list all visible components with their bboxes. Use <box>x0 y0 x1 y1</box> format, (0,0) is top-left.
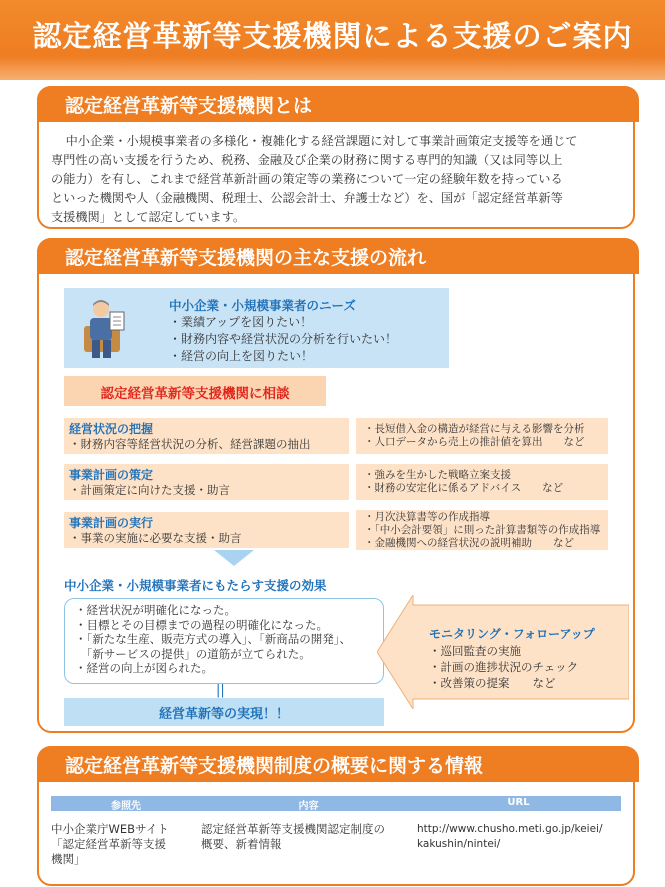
step-left <box>64 464 349 500</box>
flow-section-title: 認定経営革新等支援機関の主な支援の流れ <box>65 247 427 269</box>
url-line: http://www.chusho.meti.go.jp/keiei/ <box>417 823 603 835</box>
monitoring-item: ・改善策の提案 など <box>429 676 556 690</box>
content-line: 認定経営革新等支援機関認定制度の <box>201 822 385 836</box>
flow-section <box>37 238 635 733</box>
step-detail: ・「中小会計要領」に則った計算書類等の作成指導 <box>364 524 601 536</box>
step-detail: ・月次決算書等の作成指導 <box>364 511 490 523</box>
step-planning <box>64 464 608 500</box>
effect-box <box>64 598 384 684</box>
step-desc: ・計画策定に向けた支援・助言 <box>69 483 230 497</box>
monitoring-item: ・計画の進捗状況のチェック <box>429 660 579 674</box>
effect-item: ・目標とその目標までの過程の明確化になった。 <box>75 617 328 632</box>
result-box <box>64 698 384 726</box>
effect-item: 「新サービスの提供」の道筋が立てられた。 <box>75 646 311 661</box>
info-content-cell <box>201 822 385 852</box>
step-details <box>356 510 608 550</box>
step-detail: ・人口データから売上の推計値を算出 など <box>364 436 585 448</box>
content-line: 概要、新着情報 <box>201 837 282 851</box>
info-section-header <box>37 746 639 782</box>
header-banner <box>0 0 665 80</box>
effect-item: ・「新たな生産、販売方式の導入」、「新商品の開発」、 <box>75 632 351 646</box>
effect-list <box>75 603 351 676</box>
needs-box <box>64 288 449 368</box>
info-url-link[interactable] <box>417 822 603 852</box>
step-detail: ・財務の安定化に係るアドバイス など <box>364 482 564 494</box>
step-detail: ・金融機関への経営状況の説明補助 など <box>364 537 574 549</box>
step-detail-lines <box>364 469 563 495</box>
business-person-icon <box>76 296 128 362</box>
consult-text: 認定経営革新等支援機関に相談 <box>100 386 290 402</box>
step-details <box>356 464 608 500</box>
about-line: といった機関や人（金融機関、税理士、公認会計士、弁護士など）を、国が「認定経営革新等 <box>51 191 563 205</box>
about-section-header <box>37 86 639 122</box>
step-detail-lines <box>364 511 600 550</box>
needs-item: ・業績アップを図りたい！ <box>169 315 313 329</box>
equals-sign: || <box>216 683 225 698</box>
step-desc: ・事業の実施に必要な支援・助言 <box>69 531 242 545</box>
down-arrow-icon <box>214 550 254 566</box>
step-detail: ・強みを生かした戦略立案支援 <box>364 469 511 481</box>
about-body <box>51 132 625 227</box>
effect-item: ・経営状況が明確化になった。 <box>75 603 236 617</box>
about-line: 中小企業・小規模事業者の多様化・複雑化する経営課題に対して事業計画策定支援等を通じて <box>65 134 578 148</box>
result-text: 経営革新等の実現！！ <box>158 707 289 722</box>
step-left <box>64 512 349 548</box>
monitoring-item: ・巡回監査の実施 <box>429 644 521 658</box>
effect-item: ・経営の向上が図られた。 <box>75 661 213 675</box>
about-line: 専門性の高い支援を行うため、税務、金融及び企業の財務に関する専門的知識（又は同等以上 <box>51 153 563 167</box>
info-table-header <box>51 796 621 811</box>
needs-title: 中小企業・小規模事業者のニーズ <box>169 298 356 313</box>
about-line: の能力）を有し、これまで経営革新計画の策定等の業務について一定の経験年数を持っている <box>51 172 563 186</box>
step-title: 事業計画の策定 <box>69 468 154 482</box>
monitoring-list <box>429 643 578 691</box>
needs-item: ・財務内容や経営状況の分析を行いたい！ <box>169 332 398 346</box>
page-title: 認定経営革新等支援機関による支援のご案内 <box>32 19 633 53</box>
step-details <box>356 418 608 454</box>
about-section-title: 認定経営革新等支援機関とは <box>65 95 313 117</box>
consult-box <box>64 376 326 406</box>
step-execution <box>64 510 608 549</box>
source-line: 機関」 <box>51 852 86 866</box>
step-detail-lines <box>364 423 585 449</box>
step-desc: ・財務内容等経営状況の分析、経営課題の抽出 <box>69 437 311 451</box>
info-section <box>37 746 635 886</box>
effect-title: 中小企業・小規模事業者にもたらす支援の効果 <box>64 578 327 593</box>
about-section <box>37 86 635 229</box>
step-title: 事業計画の実行 <box>69 516 154 530</box>
info-source-cell <box>51 822 169 867</box>
header-source: 参照先 <box>111 801 141 812</box>
monitoring-title: モニタリング・フォローアップ <box>429 627 595 641</box>
step-detail: ・長短借入金の構造が経営に与える影響を分析 <box>364 423 585 435</box>
header-url: URL <box>507 797 530 808</box>
about-line: 支援機関」として認定しています。 <box>51 210 246 224</box>
info-section-title: 認定経営革新等支援機関制度の概要に関する情報 <box>65 755 484 777</box>
needs-item: ・経営の向上を図りたい！ <box>169 349 314 363</box>
step-analysis <box>64 418 608 454</box>
step-title: 経営状況の把握 <box>69 422 154 436</box>
header-content: 内容 <box>298 801 319 812</box>
source-line: 「認定経営革新等支援 <box>51 837 166 851</box>
flow-section-header <box>37 238 639 274</box>
source-line: 中小企業庁WEBサイト <box>51 822 169 836</box>
url-line: kakushin/nintei/ <box>417 838 501 850</box>
monitoring-box <box>377 595 629 709</box>
needs-list <box>169 314 397 365</box>
step-left <box>64 418 349 454</box>
